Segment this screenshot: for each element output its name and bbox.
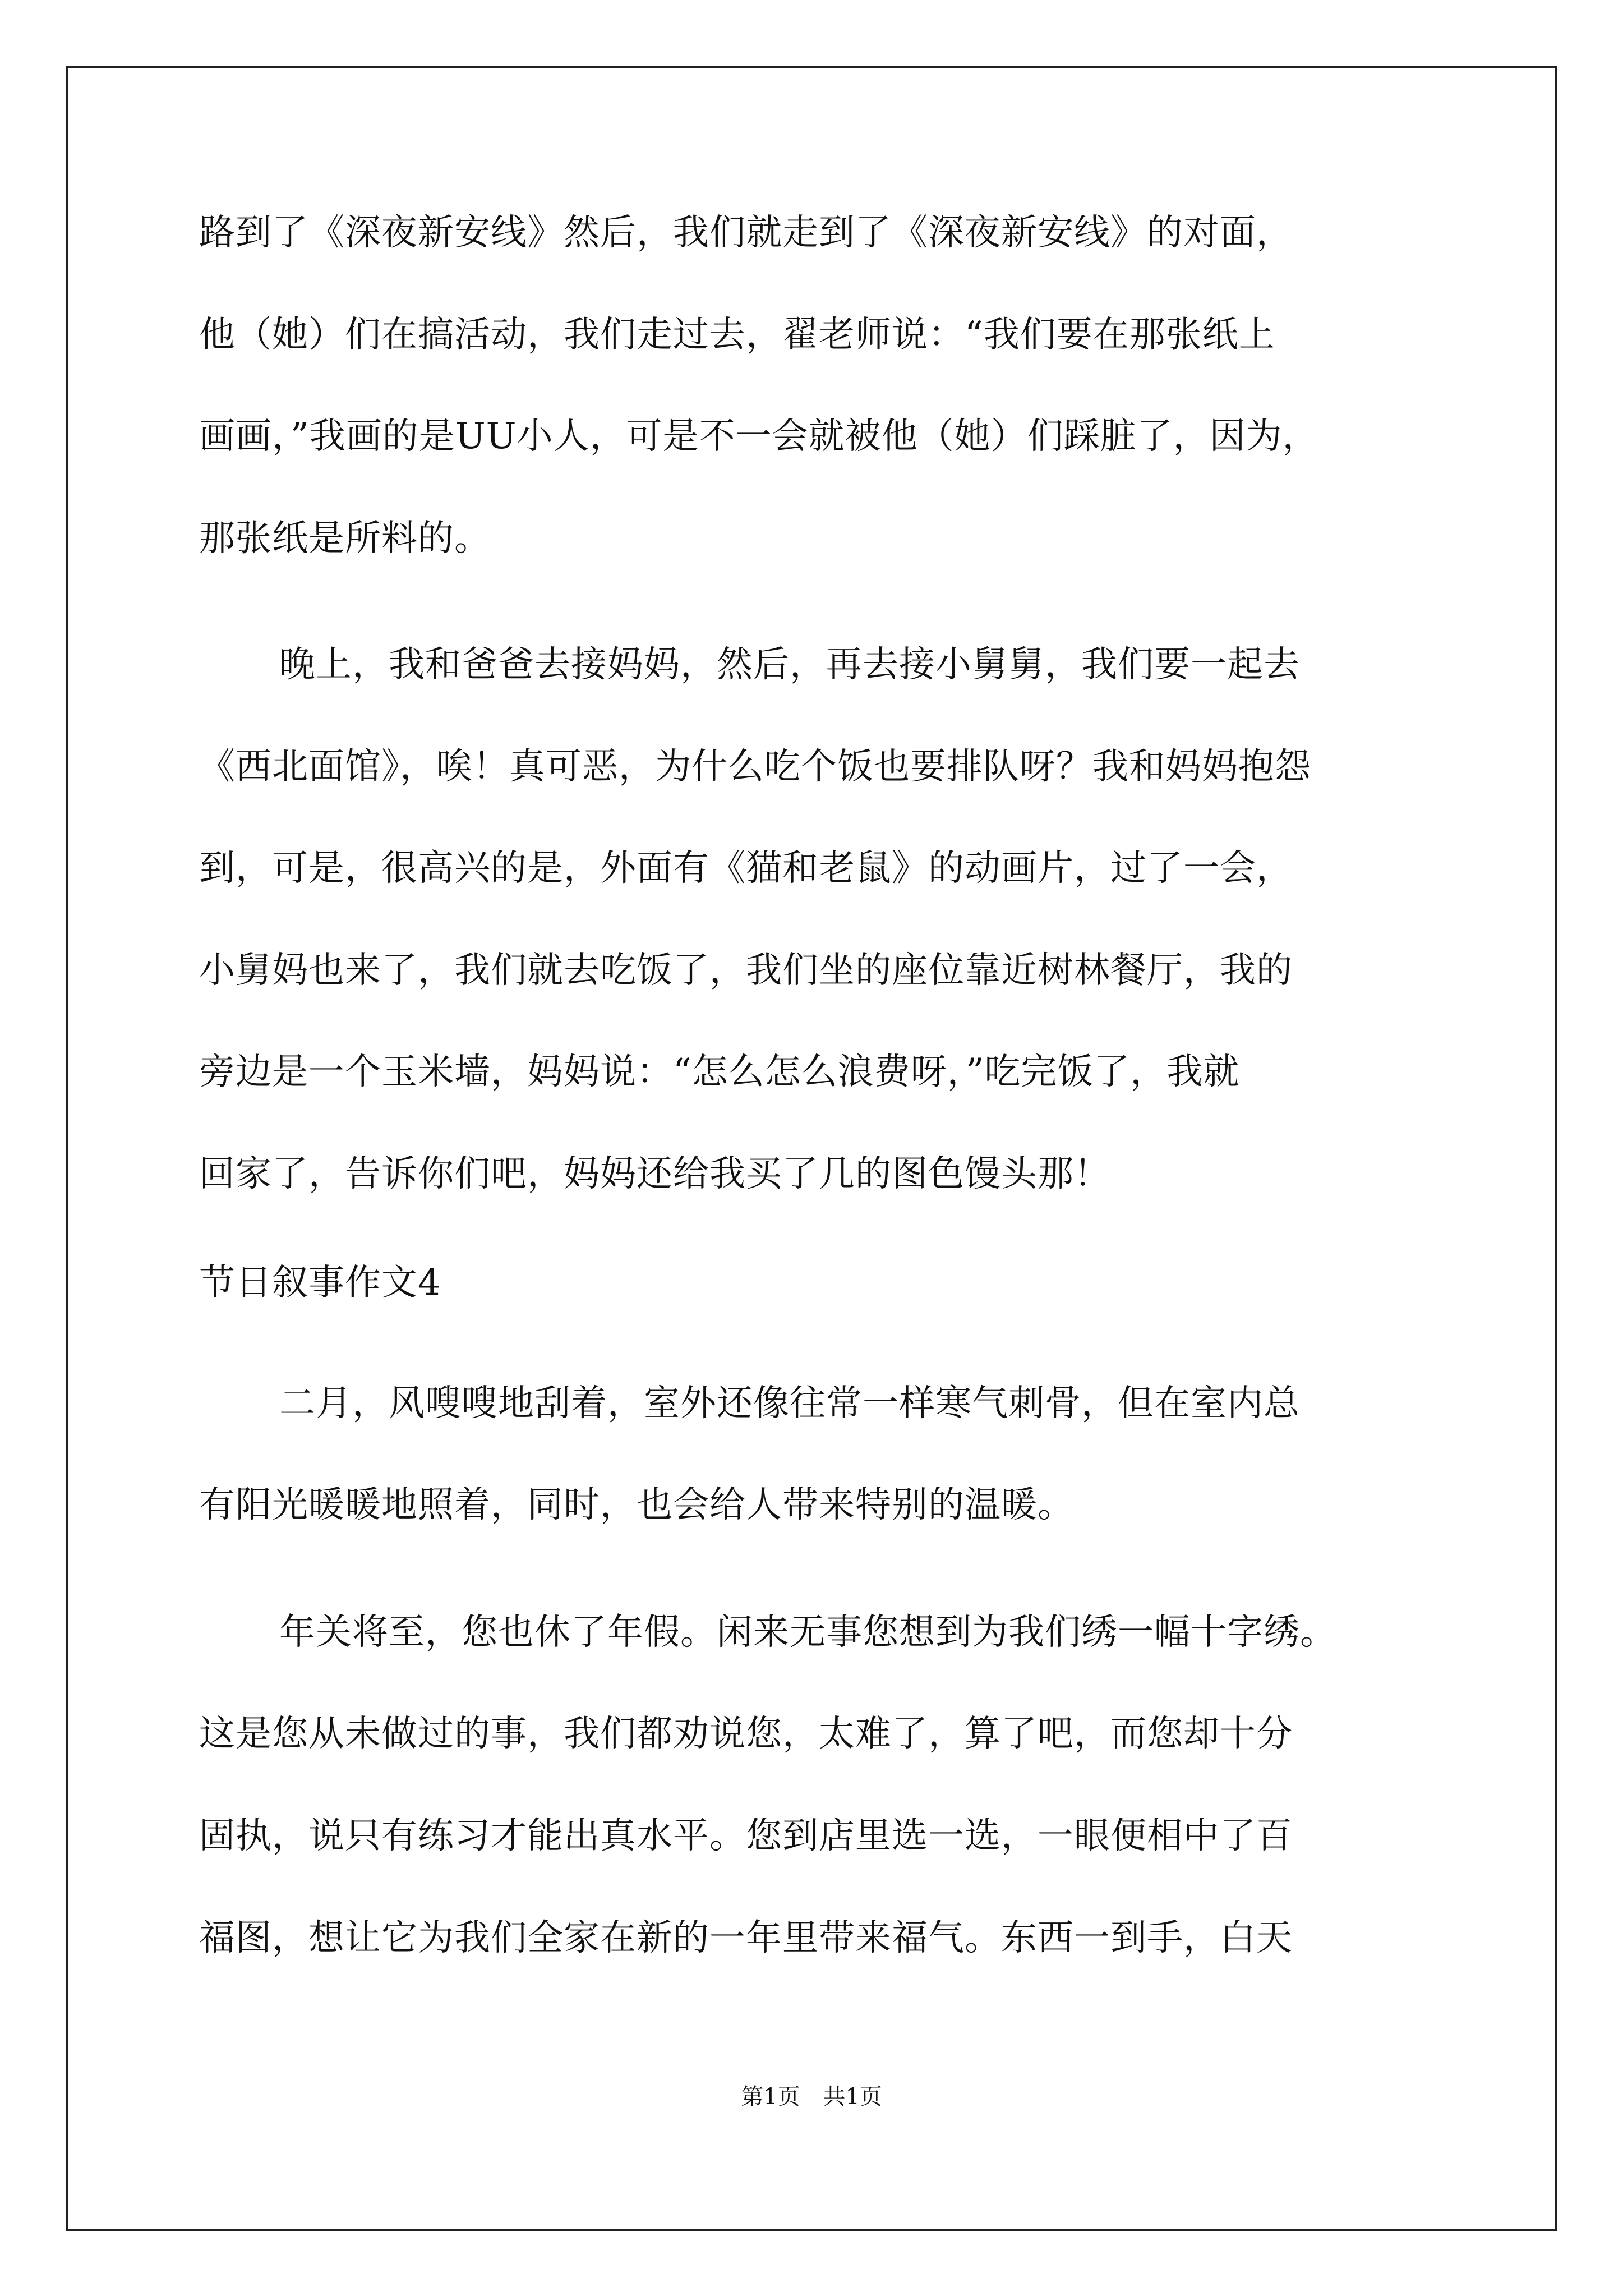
- text-line: 福图，想让它为我们全家在新的一年里带来福气。东西一到手，白天: [199, 1917, 1293, 1959]
- paragraph-first-line: 二月，风嗖嗖地刮着，室外还像往常一样寒气刺骨，但在室内总: [279, 1383, 1300, 1424]
- paragraph-first-line: 年关将至，您也休了年假。闲来无事您想到为我们绣一幅十字绣。: [279, 1612, 1336, 1653]
- page-total: 共1页: [823, 2084, 882, 2110]
- text-line: 小舅妈也来了，我们就去吃饭了，我们坐的座位靠近树林餐厅，我的: [199, 950, 1293, 991]
- page-number: 第1页: [741, 2084, 800, 2110]
- text-line: 画画，”我画的是UU小人，可是不一会就被他（她）们踩脏了，因为，: [199, 416, 1319, 457]
- page-border: [66, 66, 1557, 2231]
- paragraph-first-line: 晚上，我和爸爸去接妈妈，然后，再去接小舅舅，我们要一起去: [279, 644, 1300, 685]
- text-line: 《西北面馆》，唉！真可恶，为什么吃个饭也要排队呀？我和妈妈抱怨: [199, 746, 1311, 788]
- text-line: 那张纸是所料的。: [199, 518, 491, 559]
- page-footer: [0, 2081, 1623, 2113]
- text-line: 他（她）们在搞活动，我们走过去，翟老师说：“我们要在那张纸上: [199, 314, 1275, 356]
- text-line: 到，可是，很高兴的是，外面有《猫和老鼠》的动画片，过了一会，: [199, 848, 1293, 889]
- text-line: 路到了《深夜新安线》然后，我们就走到了《深夜新安线》的对面，: [199, 212, 1293, 254]
- text-line: 这是您从未做过的事，我们都劝说您，太难了，算了吧，而您却十分: [199, 1713, 1293, 1755]
- text-line: 回家了，告诉你们吧，妈妈还给我买了几的图色馒头那！: [199, 1153, 1110, 1195]
- text-line: 有阳光暖暖地照着，同时，也会给人带来特别的温暖。: [199, 1484, 1074, 1526]
- text-line: 旁边是一个玉米墙，妈妈说：“怎么怎么浪费呀，”吃完饭了，我就: [199, 1051, 1240, 1093]
- text-line: 固执，说只有练习才能出真水平。您到店里选一选，一眼便相中了百: [199, 1815, 1293, 1857]
- section-heading: 节日叙事作文4: [199, 1262, 441, 1304]
